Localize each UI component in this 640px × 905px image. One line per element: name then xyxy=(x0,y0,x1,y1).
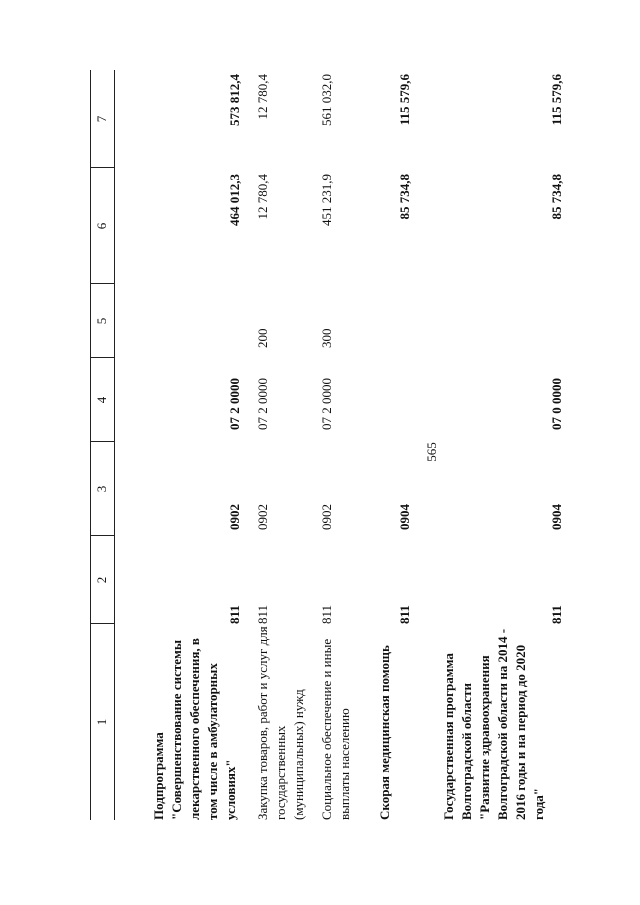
row-code: 811 xyxy=(397,605,412,624)
table-row xyxy=(318,70,358,820)
header-col-3: 3 xyxy=(94,485,109,493)
row-amount-2: 12 780,4 xyxy=(255,74,270,120)
header-bottom-rule xyxy=(114,70,115,820)
row-target-article: 07 0 0000 xyxy=(549,378,564,430)
row-name: Социальное обеспечение и иные выплаты населению xyxy=(319,638,352,820)
table-row xyxy=(376,70,416,820)
row-amount-2: 115 579,6 xyxy=(549,74,564,126)
row-target-article: 07 2 0000 xyxy=(227,378,242,430)
header-col-1: 1 xyxy=(94,718,109,726)
header-col-2: 2 xyxy=(94,576,109,584)
row-code: 811 xyxy=(227,605,242,624)
table-header xyxy=(90,70,114,820)
row-code: 811 xyxy=(549,605,564,624)
row-amount-2: 573 812,4 xyxy=(227,74,242,126)
row-amount-1: 12 780,4 xyxy=(255,174,270,220)
header-col-6: 6 xyxy=(94,222,109,230)
row-name: Закупка товаров, работ и услуг для государственных (муниципальных) нужд xyxy=(255,626,306,820)
row-name: Государственная программа Волгоградской области "Развитие здравоохранения Волгоградской области на 2014 - 2016 годы и на период до 2020 года" xyxy=(441,628,546,820)
row-amount-1: 464 012,3 xyxy=(227,174,242,226)
row-section: 0904 xyxy=(549,504,564,530)
row-amount-1: 85 734,8 xyxy=(397,174,412,220)
row-section: 0904 xyxy=(397,504,412,530)
row-expense-type: 300 xyxy=(319,328,334,348)
header-col-4: 4 xyxy=(94,396,109,404)
row-name: Скорая медицинская помощь xyxy=(377,645,392,820)
row-code: 811 xyxy=(255,604,270,624)
row-amount-1: 451 231,9 xyxy=(319,174,334,226)
row-amount-2: 561 032,0 xyxy=(319,74,334,126)
table-row xyxy=(440,70,580,820)
page-number: 565 xyxy=(424,442,439,462)
row-amount-1: 85 734,8 xyxy=(549,174,564,220)
row-expense-type: 200 xyxy=(255,328,270,348)
budget-table xyxy=(90,70,610,820)
table-row xyxy=(254,70,314,820)
row-amount-2: 115 579,6 xyxy=(397,74,412,126)
row-section: 0902 xyxy=(255,504,270,530)
header-col-7: 7 xyxy=(94,115,109,123)
row-name: Подпрограмма "Совершенствование системы лекарственного обеспечения, в том числе в амбулаторных условиях" xyxy=(151,638,238,820)
row-code: 811 xyxy=(319,604,334,624)
row-section: 0902 xyxy=(319,504,334,530)
header-col-5: 5 xyxy=(94,317,109,325)
table-row xyxy=(150,70,250,820)
row-section: 0902 xyxy=(227,504,242,530)
row-target-article: 07 2 0000 xyxy=(255,378,270,430)
row-target-article: 07 2 0000 xyxy=(319,378,334,430)
